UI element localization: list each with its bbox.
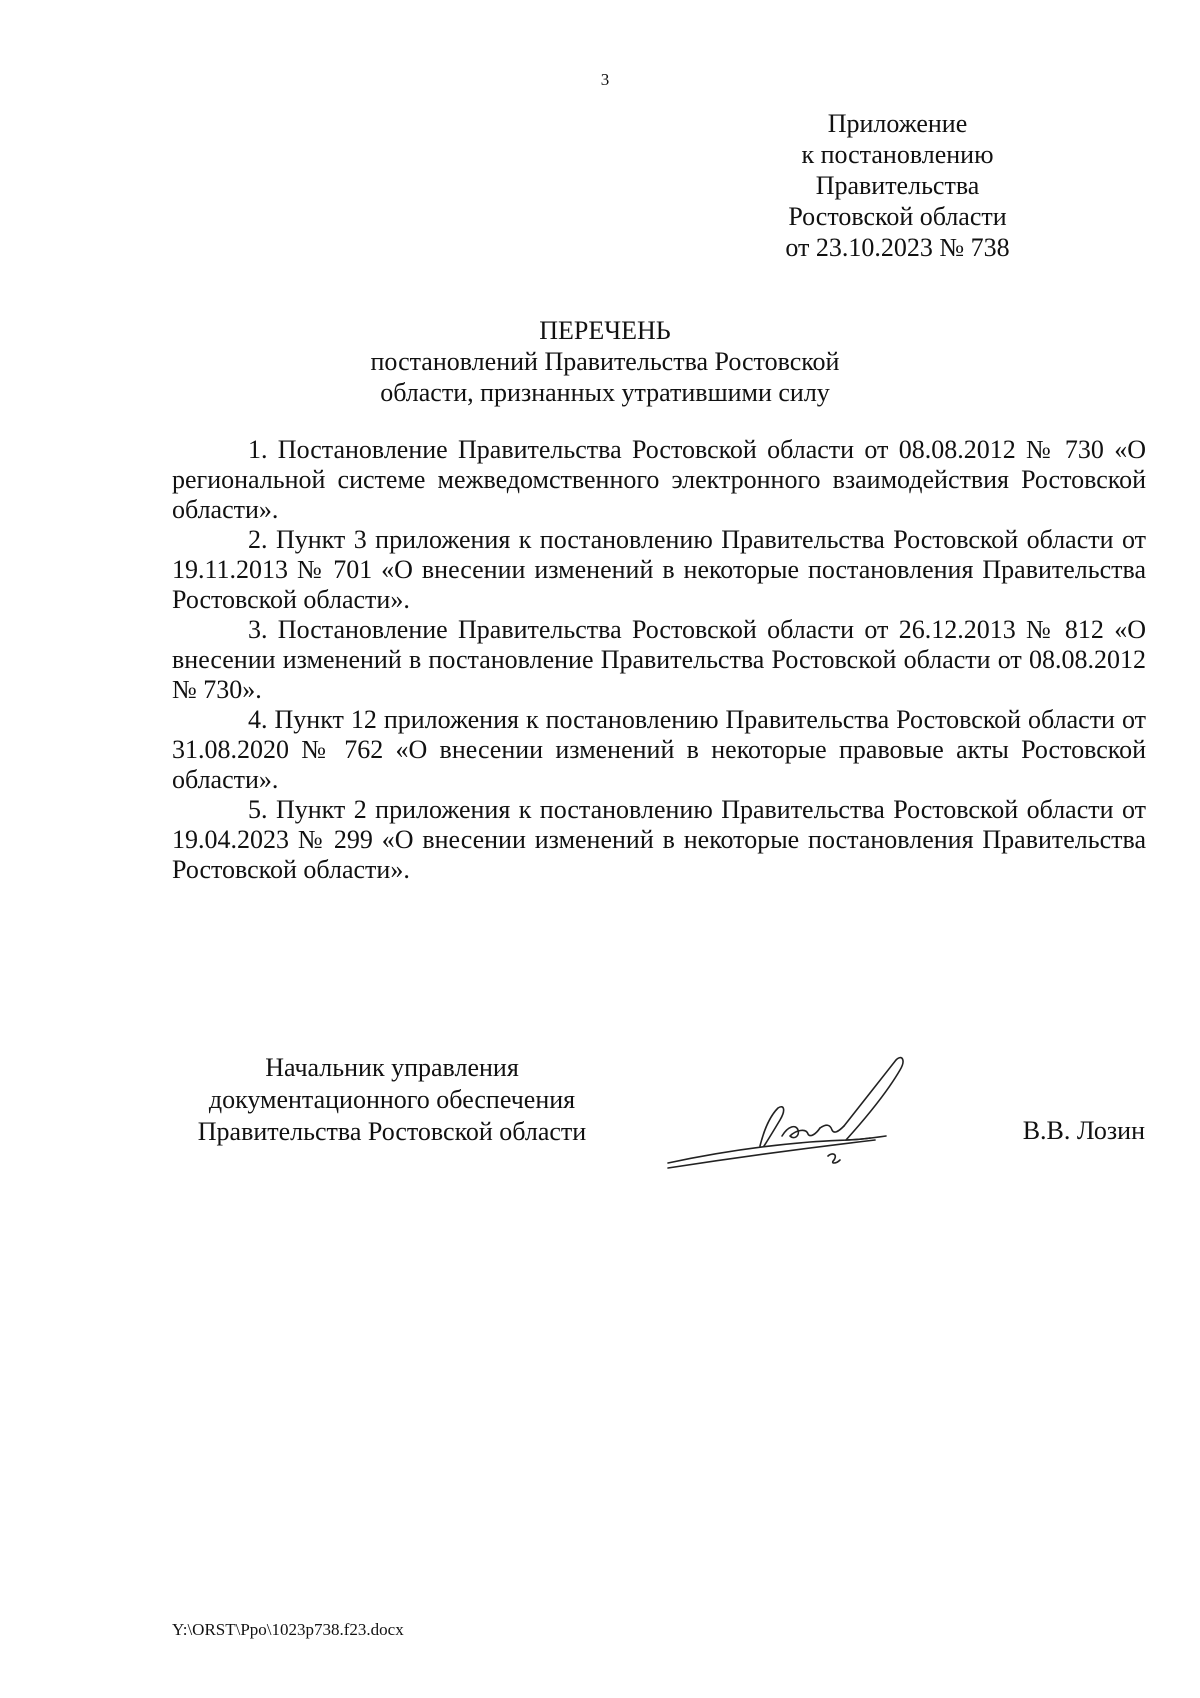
appendix-line: к постановлению	[801, 140, 994, 169]
list-item: 5. Пункт 2 приложения к постановлению Правительства Ростовской области от 19.04.2023 № 299 «О внесении изменений в некоторые постановления Правительства Ростовской области».	[172, 795, 1146, 884]
appendix-line: Ростовской области	[788, 202, 1007, 231]
position-line: Правительства Ростовской области	[197, 1117, 587, 1146]
list-item: 2. Пункт 3 приложения к постановлению Правительства Ростовской области от 19.11.2013 № 701 «О внесении изменений в некоторые постановления Правительства Ростовской области».	[172, 525, 1146, 614]
title-subtitle-line: области, признанных утратившими силу	[380, 378, 830, 407]
title-heading: ПЕРЕЧЕНЬ	[539, 316, 671, 345]
position-line: Начальник управления	[265, 1053, 519, 1082]
page-number: 3	[600, 70, 610, 89]
signer-position	[172, 1052, 612, 1148]
appendix-line: Правительства	[815, 171, 980, 200]
appendix-header	[770, 108, 1025, 263]
list-of-resolutions	[172, 435, 1146, 885]
list-item: 3. Постановление Правительства Ростовской области от 26.12.2013 № 812 «О внесении изменений в постановление Правительства Ростовской области от 08.08.2012 № 730».	[172, 615, 1146, 704]
appendix-line: от 23.10.2023 № 738	[785, 233, 1010, 262]
handwritten-signature	[660, 1050, 945, 1180]
title-subtitle-line: постановлений Правительства Ростовской	[370, 347, 840, 376]
list-item: 4. Пункт 12 приложения к постановлению Правительства Ростовской области от 31.08.2020 № 762 «О внесении изменений в некоторые правовые акты Ростовской области».	[172, 705, 1146, 794]
signer-name: В.В. Лозин	[1022, 1116, 1145, 1145]
file-path: Y:\ORST\Ppo\1023p738.f23.docx	[172, 1620, 404, 1639]
document-title	[0, 315, 1200, 408]
appendix-line: Приложение	[827, 109, 968, 138]
list-item: 1. Постановление Правительства Ростовской области от 08.08.2012 № 730 «О региональной системе межведомственного электронного взаимодействия Ростовской области».	[172, 435, 1146, 524]
position-line: документационного обеспечения	[208, 1085, 576, 1114]
